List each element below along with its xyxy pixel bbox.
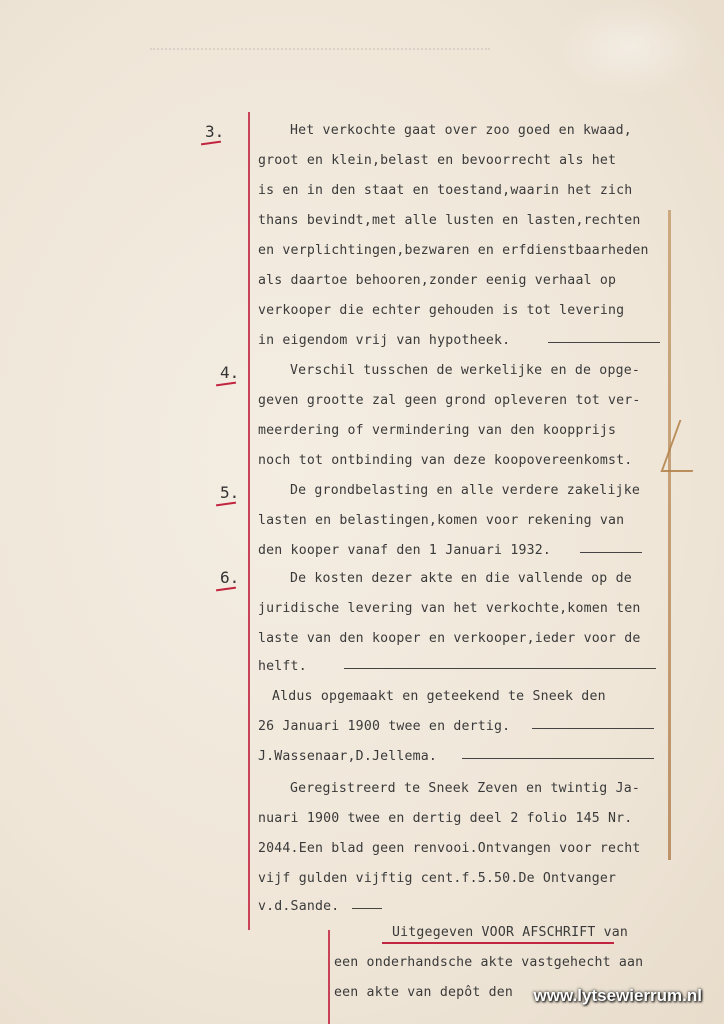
clause-line: den kooper vanaf den 1 Januari 1932. — [258, 543, 552, 558]
registration-line: nuari 1900 twee en dertig deel 2 folio 145 Nr. — [258, 811, 633, 826]
clause-line: en verplichtingen,bezwaren en erfdienstbaarheden — [258, 243, 649, 258]
fill-line — [352, 908, 382, 909]
clause-number: 4. — [220, 363, 240, 382]
clause-line: Het verkochte gaat over zoo goed en kwaad, — [290, 123, 632, 138]
heading-underline — [382, 942, 614, 944]
copy-heading: Uitgegeven VOOR AFSCHRIFT van — [392, 925, 629, 940]
copy-note-line: een akte van depôt den — [334, 985, 514, 1000]
clause-line: geven grootte zal geen grond opleveren tot ver- — [258, 393, 641, 408]
clause-line: als daartoe behooren,zonder eenig verhaal op — [258, 273, 617, 288]
red-margin-line — [248, 112, 250, 930]
copy-note-line: een onderhandsche akte vastgehecht aan — [334, 955, 644, 970]
registration-line: v.d.Sande. — [258, 899, 340, 914]
clause-line: verkooper die echter gehouden is tot levering — [258, 303, 625, 318]
clause-number: 6. — [220, 568, 240, 587]
fill-line — [344, 668, 656, 669]
clause-number: 5. — [220, 483, 240, 502]
clause-line: noch tot ontbinding van deze koopovereenkomst. — [258, 453, 633, 468]
closing-line: Aldus opgemaakt en geteekend te Sneek den — [272, 689, 606, 704]
fill-line — [548, 342, 660, 343]
registration-line: 2044.Een blad geen renvooi.Ontvangen voor recht — [258, 841, 641, 856]
clause-line: helft. — [258, 659, 307, 674]
website-watermark: www.lytsewierrum.nl — [533, 986, 702, 1005]
fill-line — [462, 758, 654, 759]
clause-line: De grondbelasting en alle verdere zakelijke — [290, 483, 641, 498]
clause-line: Verschil tusschen de werkelijke en de opge- — [290, 363, 641, 378]
clause-number: 3. — [205, 122, 225, 141]
binding-tape — [668, 210, 671, 860]
clause-line: groot en klein,belast en bevoorrecht als het — [258, 153, 617, 168]
clause-line: De kosten dezer akte en die vallende op de — [290, 571, 632, 586]
clause-line: juridische levering van het verkochte,komen ten — [258, 601, 641, 616]
faint-header-stamp — [150, 48, 490, 60]
fill-line — [532, 728, 654, 729]
fill-line — [580, 552, 642, 553]
clause-line: in eigendom vrij van hypotheek. — [258, 333, 511, 348]
embossed-seal — [556, 0, 706, 95]
clause-line: is en in den staat en toestand,waarin het zich — [258, 183, 633, 198]
clause-line: meerdering of vermindering van den koopprijs — [258, 423, 617, 438]
closing-line: 26 Januari 1900 twee en dertig. — [258, 719, 511, 734]
red-margin-line-lower — [328, 930, 330, 1024]
signatures: J.Wassenaar,D.Jellema. — [258, 749, 438, 764]
registration-line: vijf gulden vijftig cent.f.5.50.De Ontvanger — [258, 871, 617, 886]
registration-line: Geregistreerd te Sneek Zeven en twintig Ja- — [290, 781, 641, 796]
clause-line: lasten en belastingen,komen voor rekening van — [258, 513, 625, 528]
clause-line: laste van den kooper en verkooper,ieder voor de — [258, 631, 641, 646]
clause-line: thans bevindt,met alle lusten en lasten,rechten — [258, 213, 641, 228]
